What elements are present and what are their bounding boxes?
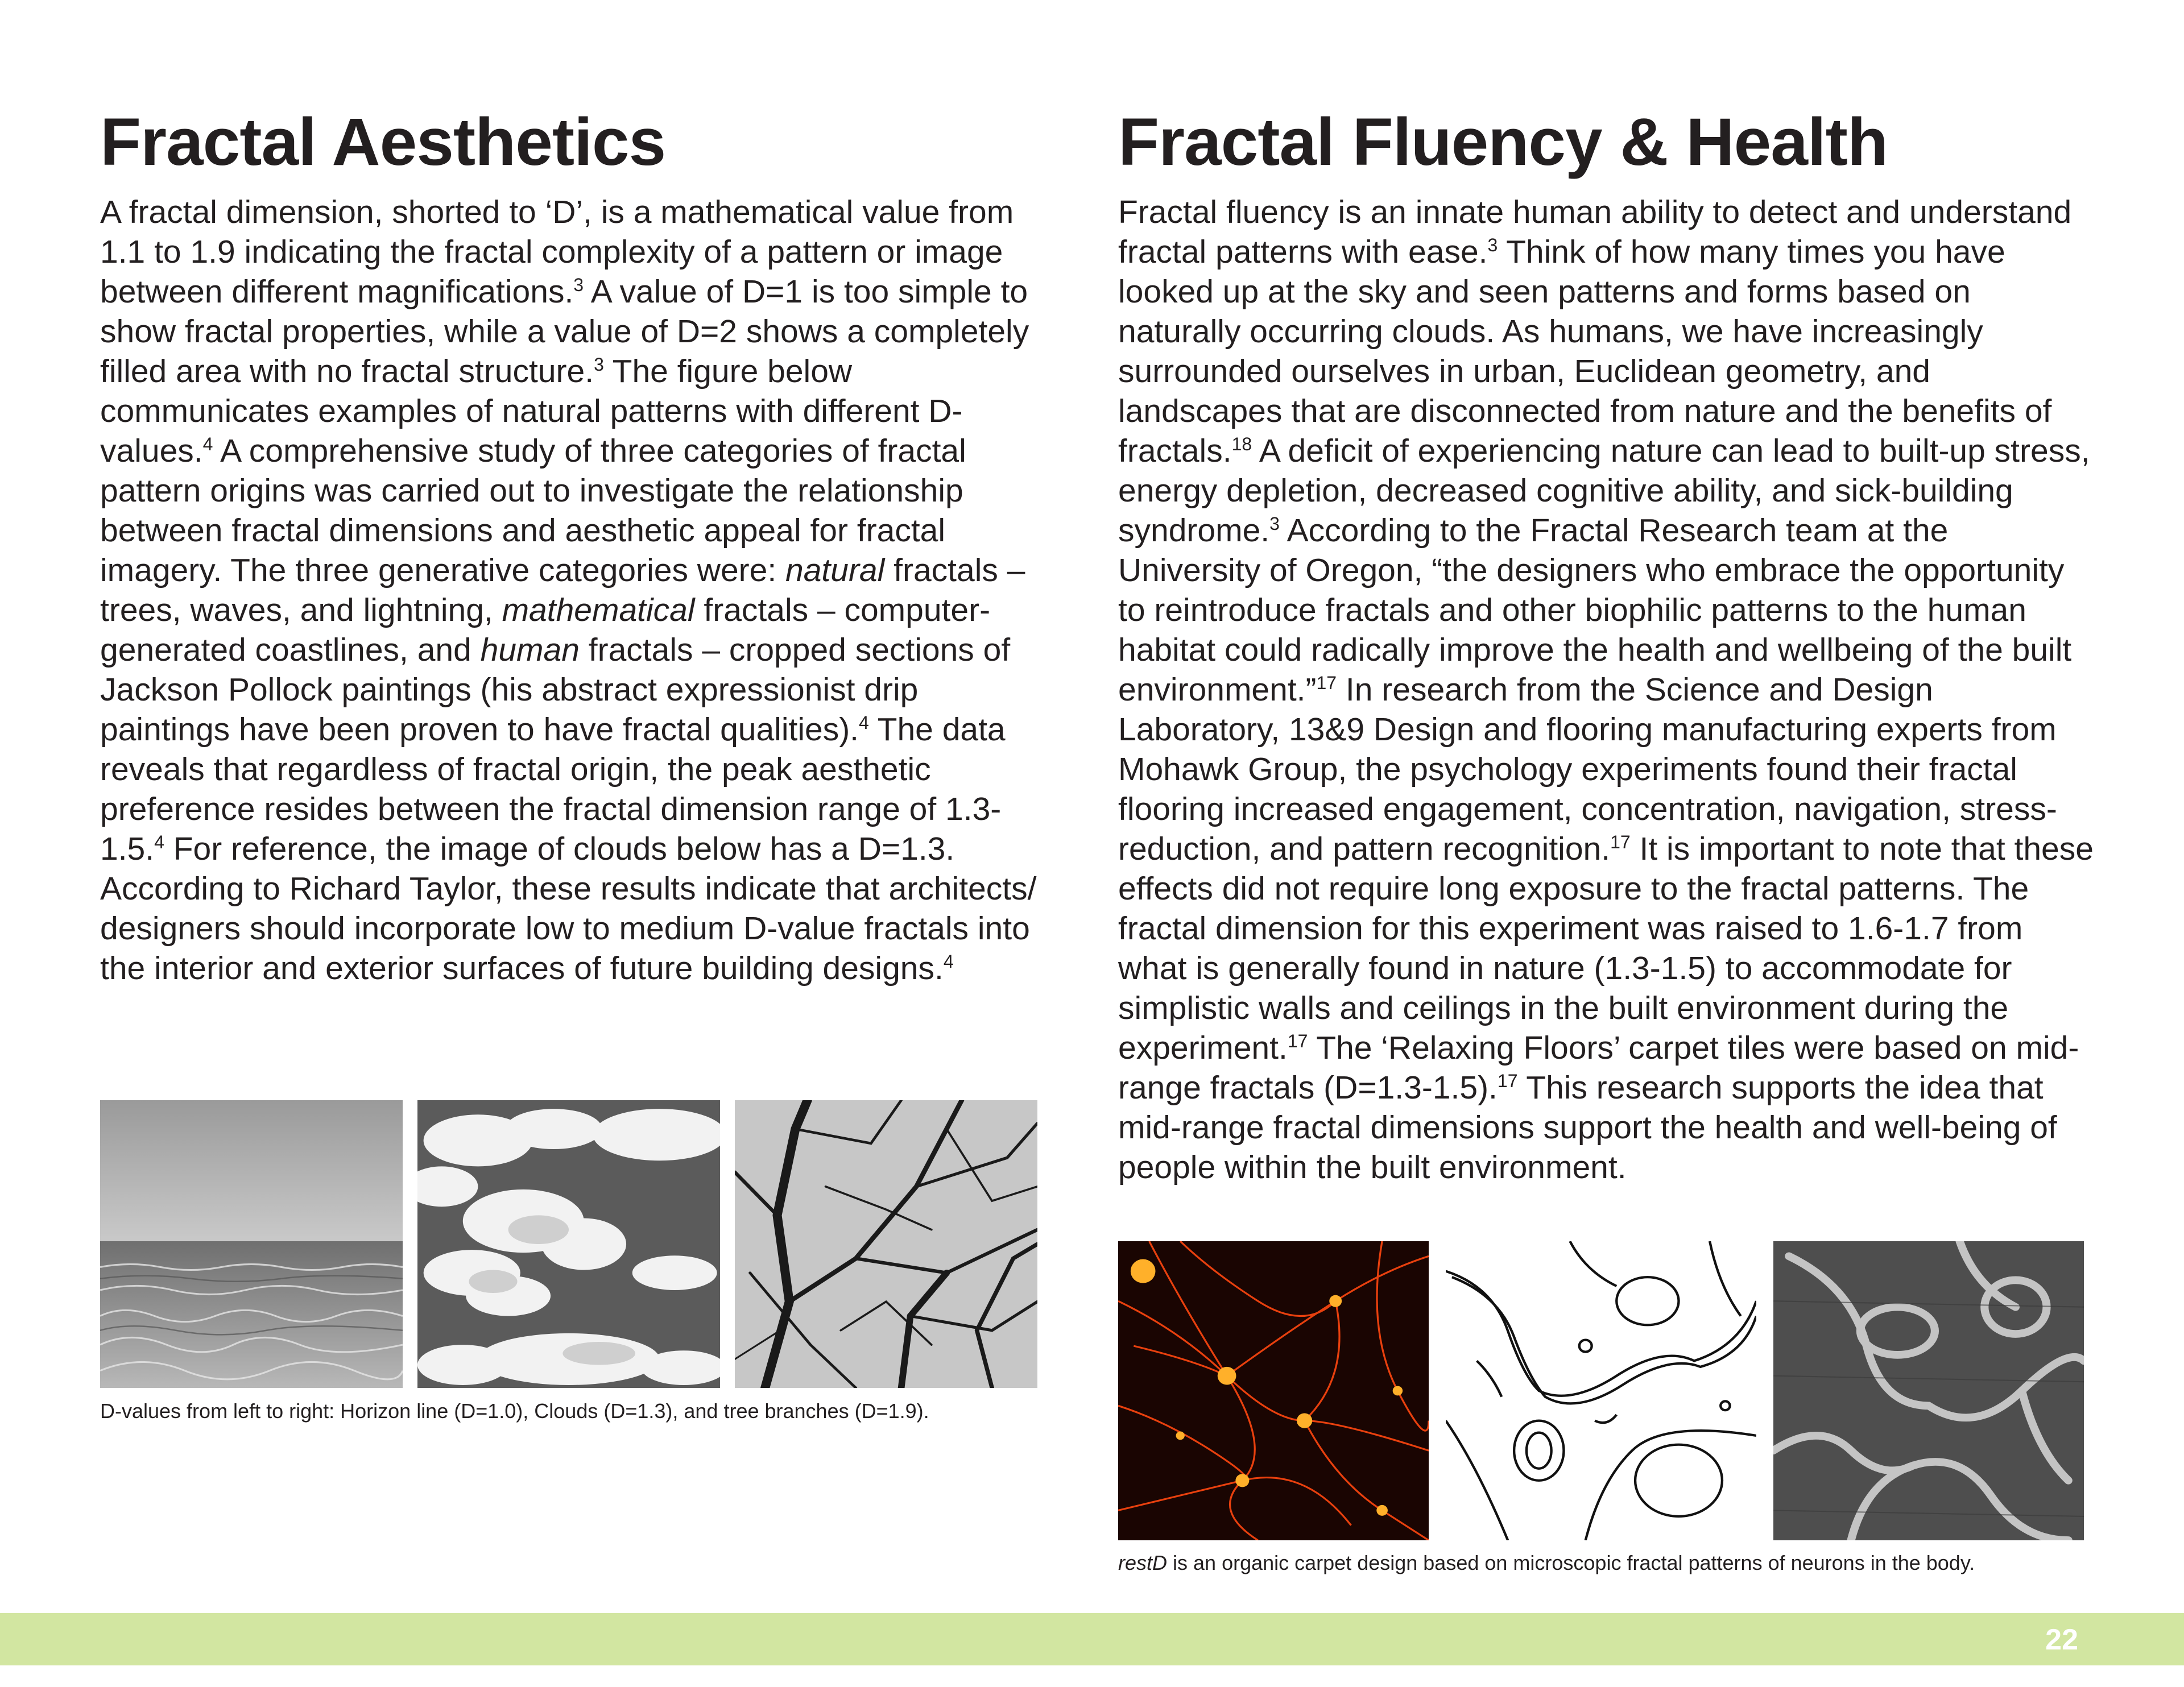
reference-number: 3: [1269, 513, 1280, 534]
caption-text: is an organic carpet design based on microscopic fractal patterns of neurons in the body.: [1167, 1551, 1975, 1574]
restd-image-strip: [1118, 1241, 2084, 1540]
page-number: 22: [2045, 1623, 2078, 1656]
reference-number: 3: [594, 354, 604, 375]
text-run: Think of how many times you have looked up at the sky and seen patterns and forms based on naturally occurring clouds. As humans, we have increasingly surrounded ourselves in urban, Euclidean geometry, and landscapes that are disconnected from nature and the benefits of fractals.: [1118, 234, 2052, 469]
section-title-fractal-aesthetics: Fractal Aesthetics: [100, 105, 666, 180]
reference-number: 18: [1231, 434, 1252, 454]
restd-caption: [1118, 1551, 1975, 1576]
neurons-image: [1118, 1241, 1429, 1540]
right-column: [1118, 102, 2096, 1187]
reference-number: 4: [154, 832, 164, 852]
clouds-image: [417, 1100, 720, 1388]
text-run: fractals – trees, waves, and lightning,: [100, 552, 1025, 628]
fractal-aesthetics-paragraph: [100, 192, 1044, 988]
reference-number: 3: [1487, 235, 1498, 255]
reference-number: 17: [1497, 1071, 1518, 1091]
text-run: A fractal dimension, shorted to ‘D’, is a mathematical value from 1.1 to 1.9 indicating the fractal complexity of a pattern or image between different magnifications.: [100, 194, 1014, 310]
emphasis-human: human: [480, 632, 580, 668]
left-column: [100, 102, 1044, 988]
reference-number: 4: [202, 434, 213, 454]
text-run: Fractal fluency is an innate human ability to detect and understand fractal patterns with ease.: [1118, 194, 2072, 270]
fractal-fluency-paragraph: [1118, 192, 2096, 1187]
neuron-outline-drawing: [1446, 1241, 1756, 1540]
emphasis-natural: natural: [785, 552, 885, 588]
text-run: It is important to note that these effects did not require long exposure to the fractal patterns. The fractal dimension for this experiment was raised to 1.6-1.7 from what is generally found in nature (1.3-1.5) to accommodate for simplistic walls and ceilings in the built environment during the experiment.: [1118, 831, 2094, 1066]
text-run: fractals – cropped sections of Jackson Pollock paintings (his abstract expressionist drip paintings have been proven to have fractal qualities).: [100, 632, 1011, 748]
reference-number: 4: [943, 951, 954, 972]
text-run: fractals – computer-generated coastlines, and: [100, 592, 991, 668]
caption-emphasis-restd: restD: [1118, 1551, 1168, 1574]
text-run: According to the Fractal Research team at the University of Oregon, “the designers who embrace the opportunity to reintroduce fractals and other biophilic patterns to the human habitat could radically improve the health and wellbeing of the built environment.”: [1118, 512, 2072, 708]
reference-number: 17: [1610, 832, 1631, 852]
text-run: A value of D=1 is too simple to show fractal properties, while a value of D=2 shows a completely filled area with no fractal structure.: [100, 273, 1029, 389]
section-title-fractal-fluency: Fractal Fluency & Health: [1118, 105, 1888, 180]
d-values-caption: D-values from left to right: Horizon line (D=1.0), Clouds (D=1.3), and tree branches (D=1.9).: [100, 1399, 929, 1423]
text-run: The ‘Relaxing Floors’ carpet tiles were based on mid-range fractals (D=1.3-1.5).: [1118, 1030, 2079, 1106]
tree-branches-image: [735, 1100, 1037, 1388]
text-run: For reference, the image of clouds below has a D=1.3. According to Richard Taylor, these results indicate that architects/ designers should incorporate low to medium D-value fractals into the interior and exterior surfaces of future building designs.: [100, 831, 1037, 986]
footer-band: [0, 1613, 2184, 1665]
d-value-image-strip: [100, 1100, 1037, 1388]
reference-number: 3: [573, 275, 584, 295]
reference-number: 17: [1316, 673, 1337, 693]
text-run: A deficit of experiencing nature can lead to built-up stress, energy depletion, decreased cognitive ability, and sick-building syndrome.: [1118, 433, 2090, 549]
text-run: The data reveals that regardless of fractal origin, the peak aesthetic preference resides between the fractal dimension range of 1.3-1.5.: [100, 711, 1006, 867]
emphasis-mathematical: mathematical: [502, 592, 695, 628]
text-run: A comprehensive study of three categories of fractal pattern origins was carried out to investigate the relationship between fractal dimensions and aesthetic appeal for fractal imagery. The three generative categories were:: [100, 433, 966, 588]
reference-number: 4: [859, 712, 869, 733]
text-run: This research supports the idea that mid-range fractal dimensions support the health and well-being of people within the built environment.: [1118, 1070, 2057, 1186]
text-run: The figure below communicates examples of natural patterns with different D-values.: [100, 353, 963, 469]
reference-number: 17: [1287, 1031, 1308, 1051]
horizon-line-image: [100, 1100, 403, 1388]
restd-carpet-image: [1773, 1241, 2084, 1540]
text-run: In research from the Science and Design Laboratory, 13&9 Design and flooring manufacturing experts from Mohawk Group, the psychology experiments found their fractal flooring increased engagement, concentration, navigation, stress-reduction, and pattern recognition.: [1118, 672, 2057, 867]
